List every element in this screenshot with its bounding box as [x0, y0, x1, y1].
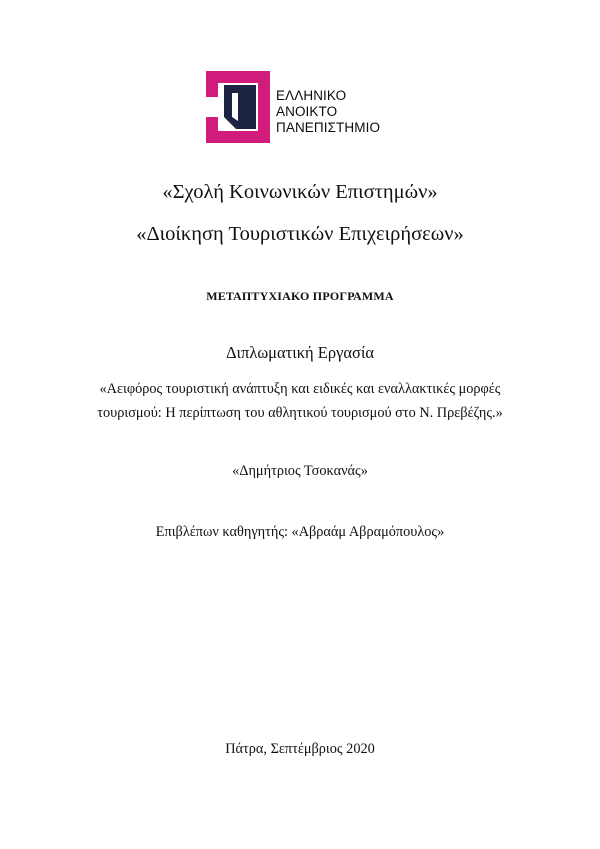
- university-logo: [206, 71, 406, 143]
- logo-wordmark: [276, 88, 380, 136]
- logo-line-3: ΠΑΝΕΠΙΣΤΗΜΙΟ: [276, 120, 381, 135]
- thesis-title: «Αειφόρος τουριστική ανάπτυξη και ειδικές και εναλλακτικές μορφές τουρισμού: Η περίπτωση του αθλητικού τουρισμού στο Ν. Πρεβέζης.»: [97, 381, 503, 421]
- place-and-date: Πάτρα, Σεπτέμβριος 2020: [225, 741, 375, 757]
- university-emblem-icon: [206, 71, 270, 143]
- author-name: «Δημήτριος Τσοκανάς»: [232, 463, 368, 479]
- logo-line-2: ΑΝΟΙΚΤΟ: [276, 104, 338, 119]
- thesis-type-label: Διπλωματική Εργασία: [225, 343, 375, 362]
- department-name: «Διοίκηση Τουριστικών Επιχειρήσεων»: [136, 223, 464, 245]
- school-name: «Σχολή Κοινωνικών Επιστημών»: [162, 181, 438, 203]
- supervisor-line: Επιβλέπων καθηγητής: «Αβραάμ Αβραμόπουλος»: [155, 524, 445, 540]
- logo-line-1: ΕΛΛΗΝΙΚΟ: [276, 88, 347, 103]
- program-heading: ΜΕΤΑΠΤΥΧΙΑΚΟ ΠΡΟΓΡΑΜΜΑ: [206, 289, 394, 303]
